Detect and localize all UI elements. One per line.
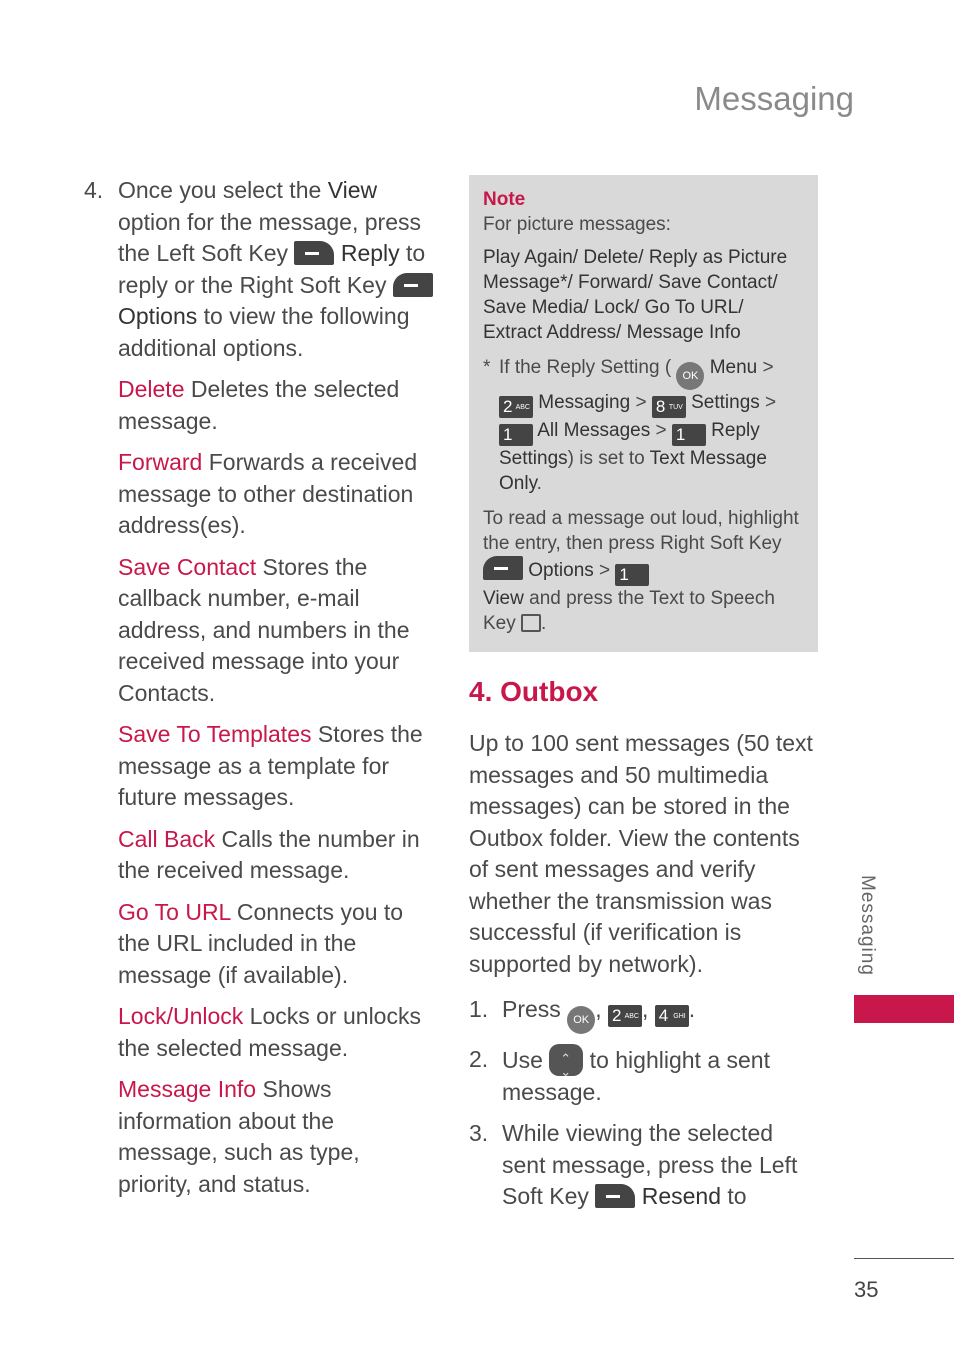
step-text-part: to reply or the Right Soft Key bbox=[118, 240, 426, 298]
step-text-part: to view the following additional options. bbox=[118, 303, 410, 361]
messaging-label: Messaging bbox=[538, 392, 631, 413]
option-term: Call Back bbox=[118, 825, 216, 852]
key-1-icon bbox=[499, 424, 533, 446]
options-label: Options bbox=[118, 303, 198, 329]
step-part: While viewing the selected sent message, press the Left Soft Key bbox=[502, 1120, 798, 1209]
outbox-description: Up to 100 sent messages (50 text messages and 50 multimedia messages) can be stored in the Outbox folder. View the contents of sent messages and verify whether the transmission was successful (if verification is supported by network). bbox=[469, 730, 813, 977]
side-tab-text: Messaging bbox=[857, 875, 878, 976]
ok-key-icon: OK bbox=[676, 362, 704, 390]
step-part: , bbox=[595, 996, 608, 1022]
text-to-speech-key-icon bbox=[521, 614, 541, 632]
key-2-icon bbox=[608, 1005, 642, 1027]
step-text bbox=[502, 1044, 819, 1108]
key-letters: ABC bbox=[515, 404, 530, 411]
navigation-key-icon bbox=[549, 1044, 583, 1076]
resend-label: Resend bbox=[641, 1183, 721, 1209]
note-option-list: Play Again/ Delete/ Reply as Picture Message*/ Forward/ Save Contact/ Save Media/ Lock/ Go To URL/ Extract Address/ Message Info bbox=[483, 247, 788, 343]
option-term: Save Contact bbox=[118, 553, 257, 580]
step-part: Press bbox=[502, 996, 568, 1022]
outbox-step-3 bbox=[469, 1118, 819, 1213]
left-soft-key-icon bbox=[595, 1184, 635, 1208]
option-lock-unlock bbox=[118, 1001, 436, 1064]
option-term: Go To URL bbox=[118, 898, 231, 925]
key-letters: ABC bbox=[624, 1013, 639, 1020]
outbox-step-2 bbox=[469, 1044, 819, 1108]
key-digit: 8 bbox=[655, 397, 666, 416]
key-digit: 2 bbox=[503, 397, 513, 416]
step-text-part: option for the message, press the Left Soft Key bbox=[118, 208, 421, 266]
right-soft-key-icon bbox=[483, 556, 523, 580]
key-4-icon bbox=[655, 1005, 689, 1027]
page-number: 35 bbox=[854, 1277, 879, 1302]
right-column bbox=[469, 728, 819, 1223]
step-part: to bbox=[721, 1183, 747, 1209]
reply-settings-label: Reply Settings bbox=[499, 420, 760, 469]
option-desc: Calls the number in the received message. bbox=[118, 825, 420, 883]
option-desc: Stores the callback number, e-mail address, and numbers in the received message into your Contacts. bbox=[118, 553, 410, 706]
footnote-part: > bbox=[759, 392, 777, 413]
footnote-part: > bbox=[757, 357, 774, 378]
view-label: View bbox=[327, 177, 378, 203]
step-part: . bbox=[688, 996, 696, 1022]
key-digit: 4 bbox=[658, 1006, 669, 1025]
option-desc: Forwards a received message to other destination address(es). bbox=[118, 449, 418, 538]
key-1-icon bbox=[615, 564, 649, 586]
section-title-outbox: 4. Outbox bbox=[469, 676, 599, 707]
read-part: To read a message out loud, highlight the entry, then press Right Soft Key bbox=[483, 508, 799, 554]
outbox-steps bbox=[469, 994, 819, 1213]
footnote-text bbox=[499, 355, 804, 496]
outbox-step-1 bbox=[469, 994, 819, 1034]
option-save-contact bbox=[118, 552, 436, 710]
footnote-part: ) is set to bbox=[567, 448, 650, 469]
key-digit: 2 bbox=[611, 1006, 622, 1025]
option-term: Lock/Unlock bbox=[118, 1003, 244, 1029]
left-soft-key-icon bbox=[294, 241, 334, 265]
menu-label: Menu bbox=[709, 357, 758, 378]
all-messages-label: All Messages bbox=[537, 420, 651, 441]
footnote-part: > bbox=[630, 392, 652, 413]
note-read-aloud bbox=[483, 506, 804, 636]
option-call-back bbox=[118, 824, 436, 887]
step-part: , bbox=[641, 996, 655, 1022]
read-part: > bbox=[593, 560, 616, 581]
option-desc: Stores the message as a template for future messages. bbox=[118, 721, 423, 810]
note-box bbox=[469, 175, 818, 652]
left-column bbox=[84, 175, 436, 1200]
reply-label: Reply bbox=[340, 240, 400, 266]
option-term: Forward bbox=[118, 449, 203, 475]
right-soft-key-icon bbox=[393, 273, 433, 297]
step-number: 1. bbox=[469, 996, 489, 1022]
key-2-icon bbox=[499, 396, 533, 418]
step-number: 3. bbox=[469, 1120, 489, 1146]
option-desc: Locks or unlocks the selected message. bbox=[118, 1003, 421, 1061]
footnote-part: > bbox=[650, 420, 672, 441]
step-part: to highlight a sent message. bbox=[502, 1047, 770, 1105]
note-title: Note bbox=[483, 189, 526, 210]
ok-key-icon: OK bbox=[567, 1006, 595, 1034]
side-tab-label bbox=[858, 875, 880, 985]
option-term: Save To Templates bbox=[118, 721, 312, 747]
settings-label: Settings bbox=[691, 392, 760, 413]
key-digit: 1 bbox=[503, 425, 513, 444]
option-delete bbox=[118, 374, 436, 437]
option-go-to-url bbox=[118, 897, 436, 992]
page-header-title: Messaging bbox=[694, 80, 854, 117]
key-digit: 1 bbox=[619, 565, 629, 584]
step-text bbox=[502, 994, 819, 1034]
step-number: 2. bbox=[469, 1046, 489, 1072]
step-text-part: Once you select the bbox=[118, 177, 328, 203]
note-intro: For picture messages: bbox=[483, 214, 671, 235]
option-term: Delete bbox=[118, 376, 185, 402]
text-message-only-label: Text Message Only bbox=[499, 448, 767, 494]
read-part: and press the Text to Speech Key bbox=[483, 588, 775, 634]
view-label: View bbox=[483, 588, 524, 609]
step-4 bbox=[84, 175, 436, 364]
key-8-icon bbox=[652, 396, 686, 418]
option-save-to-templates bbox=[118, 719, 436, 814]
key-digit: 1 bbox=[675, 425, 686, 444]
step-text bbox=[118, 175, 436, 364]
footnote-part: If the Reply Setting ( bbox=[499, 357, 677, 378]
footnote-part: . bbox=[536, 473, 542, 494]
option-desc: Shows information about the message, such as type, priority, and status. bbox=[118, 1076, 360, 1197]
key-1-icon bbox=[672, 424, 706, 446]
side-tab-bar bbox=[854, 995, 954, 1023]
footnote-mark: * bbox=[483, 357, 491, 378]
key-letters: GHI bbox=[673, 1013, 686, 1020]
step-number: 4. bbox=[84, 177, 104, 203]
option-desc: Deletes the selected message. bbox=[118, 376, 400, 434]
options-label: Options bbox=[528, 560, 594, 581]
footer-divider bbox=[854, 1258, 954, 1259]
step-part: Use bbox=[502, 1047, 550, 1073]
key-letters: TUV bbox=[668, 404, 683, 411]
option-message-info bbox=[118, 1074, 436, 1200]
option-forward bbox=[118, 447, 436, 542]
step-text bbox=[502, 1118, 819, 1213]
option-term: Message Info bbox=[118, 1076, 257, 1102]
option-desc: Connects you to the URL included in the message (if available). bbox=[118, 898, 404, 988]
read-part: . bbox=[541, 613, 547, 634]
note-footnote bbox=[483, 355, 804, 496]
